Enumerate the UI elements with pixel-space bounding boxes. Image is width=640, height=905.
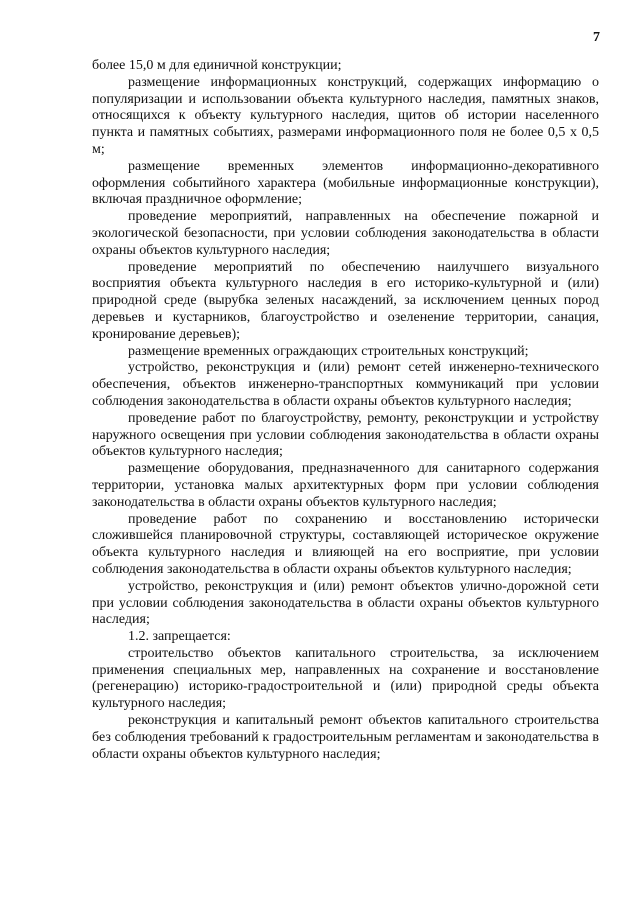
paragraph: реконструкция и капитальный ремонт объектов капитального строительства без соблюдения требований к градостроительным регламентам и законодательства в области охраны объектов культурного наследия; xyxy=(92,713,599,762)
paragraph: проведение работ по сохранению и восстановлению исторически сложившейся планировочной структуры, составляющей историческое окружение объекта культурного наследия и влияющей на его восприятие, при условии соблюдения законодательства в области охраны объектов культурного наследия; xyxy=(92,511,599,577)
paragraph: строительство объектов капитального строительства, за исключением применения специальных мер, направленных на сохранение и восстановление (регенерацию) историко-градостроительной и (или) природной среды объекта культурного наследия; xyxy=(92,645,599,712)
section-heading: 1.2. запрещается: xyxy=(128,629,231,645)
paragraph: более 15,0 м для единичной конструкции; xyxy=(92,58,342,73)
paragraph: размещение оборудования, предназначенного для санитарного содержания территории, установка малых архитектурных форм при условии соблюдения законодательства в области охраны объектов культурного наследия; xyxy=(92,461,599,510)
paragraph: размещение информационных конструкций, содержащих информацию о популяризации и использовании объекта культурного наследия, памятных знаков, относящихся к объекту культурного наследия, щитов об истории населенного пункта и памятных событиях, размерами информационного поля не более 0,5 х 0,5 м; xyxy=(92,74,599,157)
paragraph: проведение работ по благоустройству, ремонту, реконструкции и устройству наружного освещения при условии соблюдения законодательства в области охраны объектов культурного наследия; xyxy=(92,410,599,460)
paragraph: проведение мероприятий по обеспечению наилучшего визуального восприятия объекта культурного наследия в его историко-культурной и (или) природной среде (вырубка зеленых насаждений, за исключением ценных пород деревьев и кустарников, благоустройство и озеленение территории, санация, кронирование деревьев); xyxy=(92,259,599,342)
paragraph: устройство, реконструкция и (или) ремонт объектов улично-дорожной сети при условии соблюдения законодательства в области охраны объектов культурного наследия; xyxy=(92,578,599,628)
paragraph: проведение мероприятий, направленных на обеспечение пожарной и экологической безопасности, при условии соблюдения законодательства в области охраны объектов культурного наследия; xyxy=(92,209,599,258)
paragraph: размещение временных ограждающих строительных конструкций; xyxy=(128,343,529,359)
paragraph: размещение временных элементов информационно-декоративного оформления событийного характера (мобильные информационные конструкции), включая праздничное оформление; xyxy=(92,158,599,208)
paragraph: устройство, реконструкция и (или) ремонт сетей инженерно-технического обеспечения, объектов инженерно-транспортных коммуникаций при условии соблюдения законодательства в области охраны объектов культурного наследия; xyxy=(92,360,599,409)
document-body xyxy=(92,58,599,763)
page-number: 7 xyxy=(593,30,600,45)
